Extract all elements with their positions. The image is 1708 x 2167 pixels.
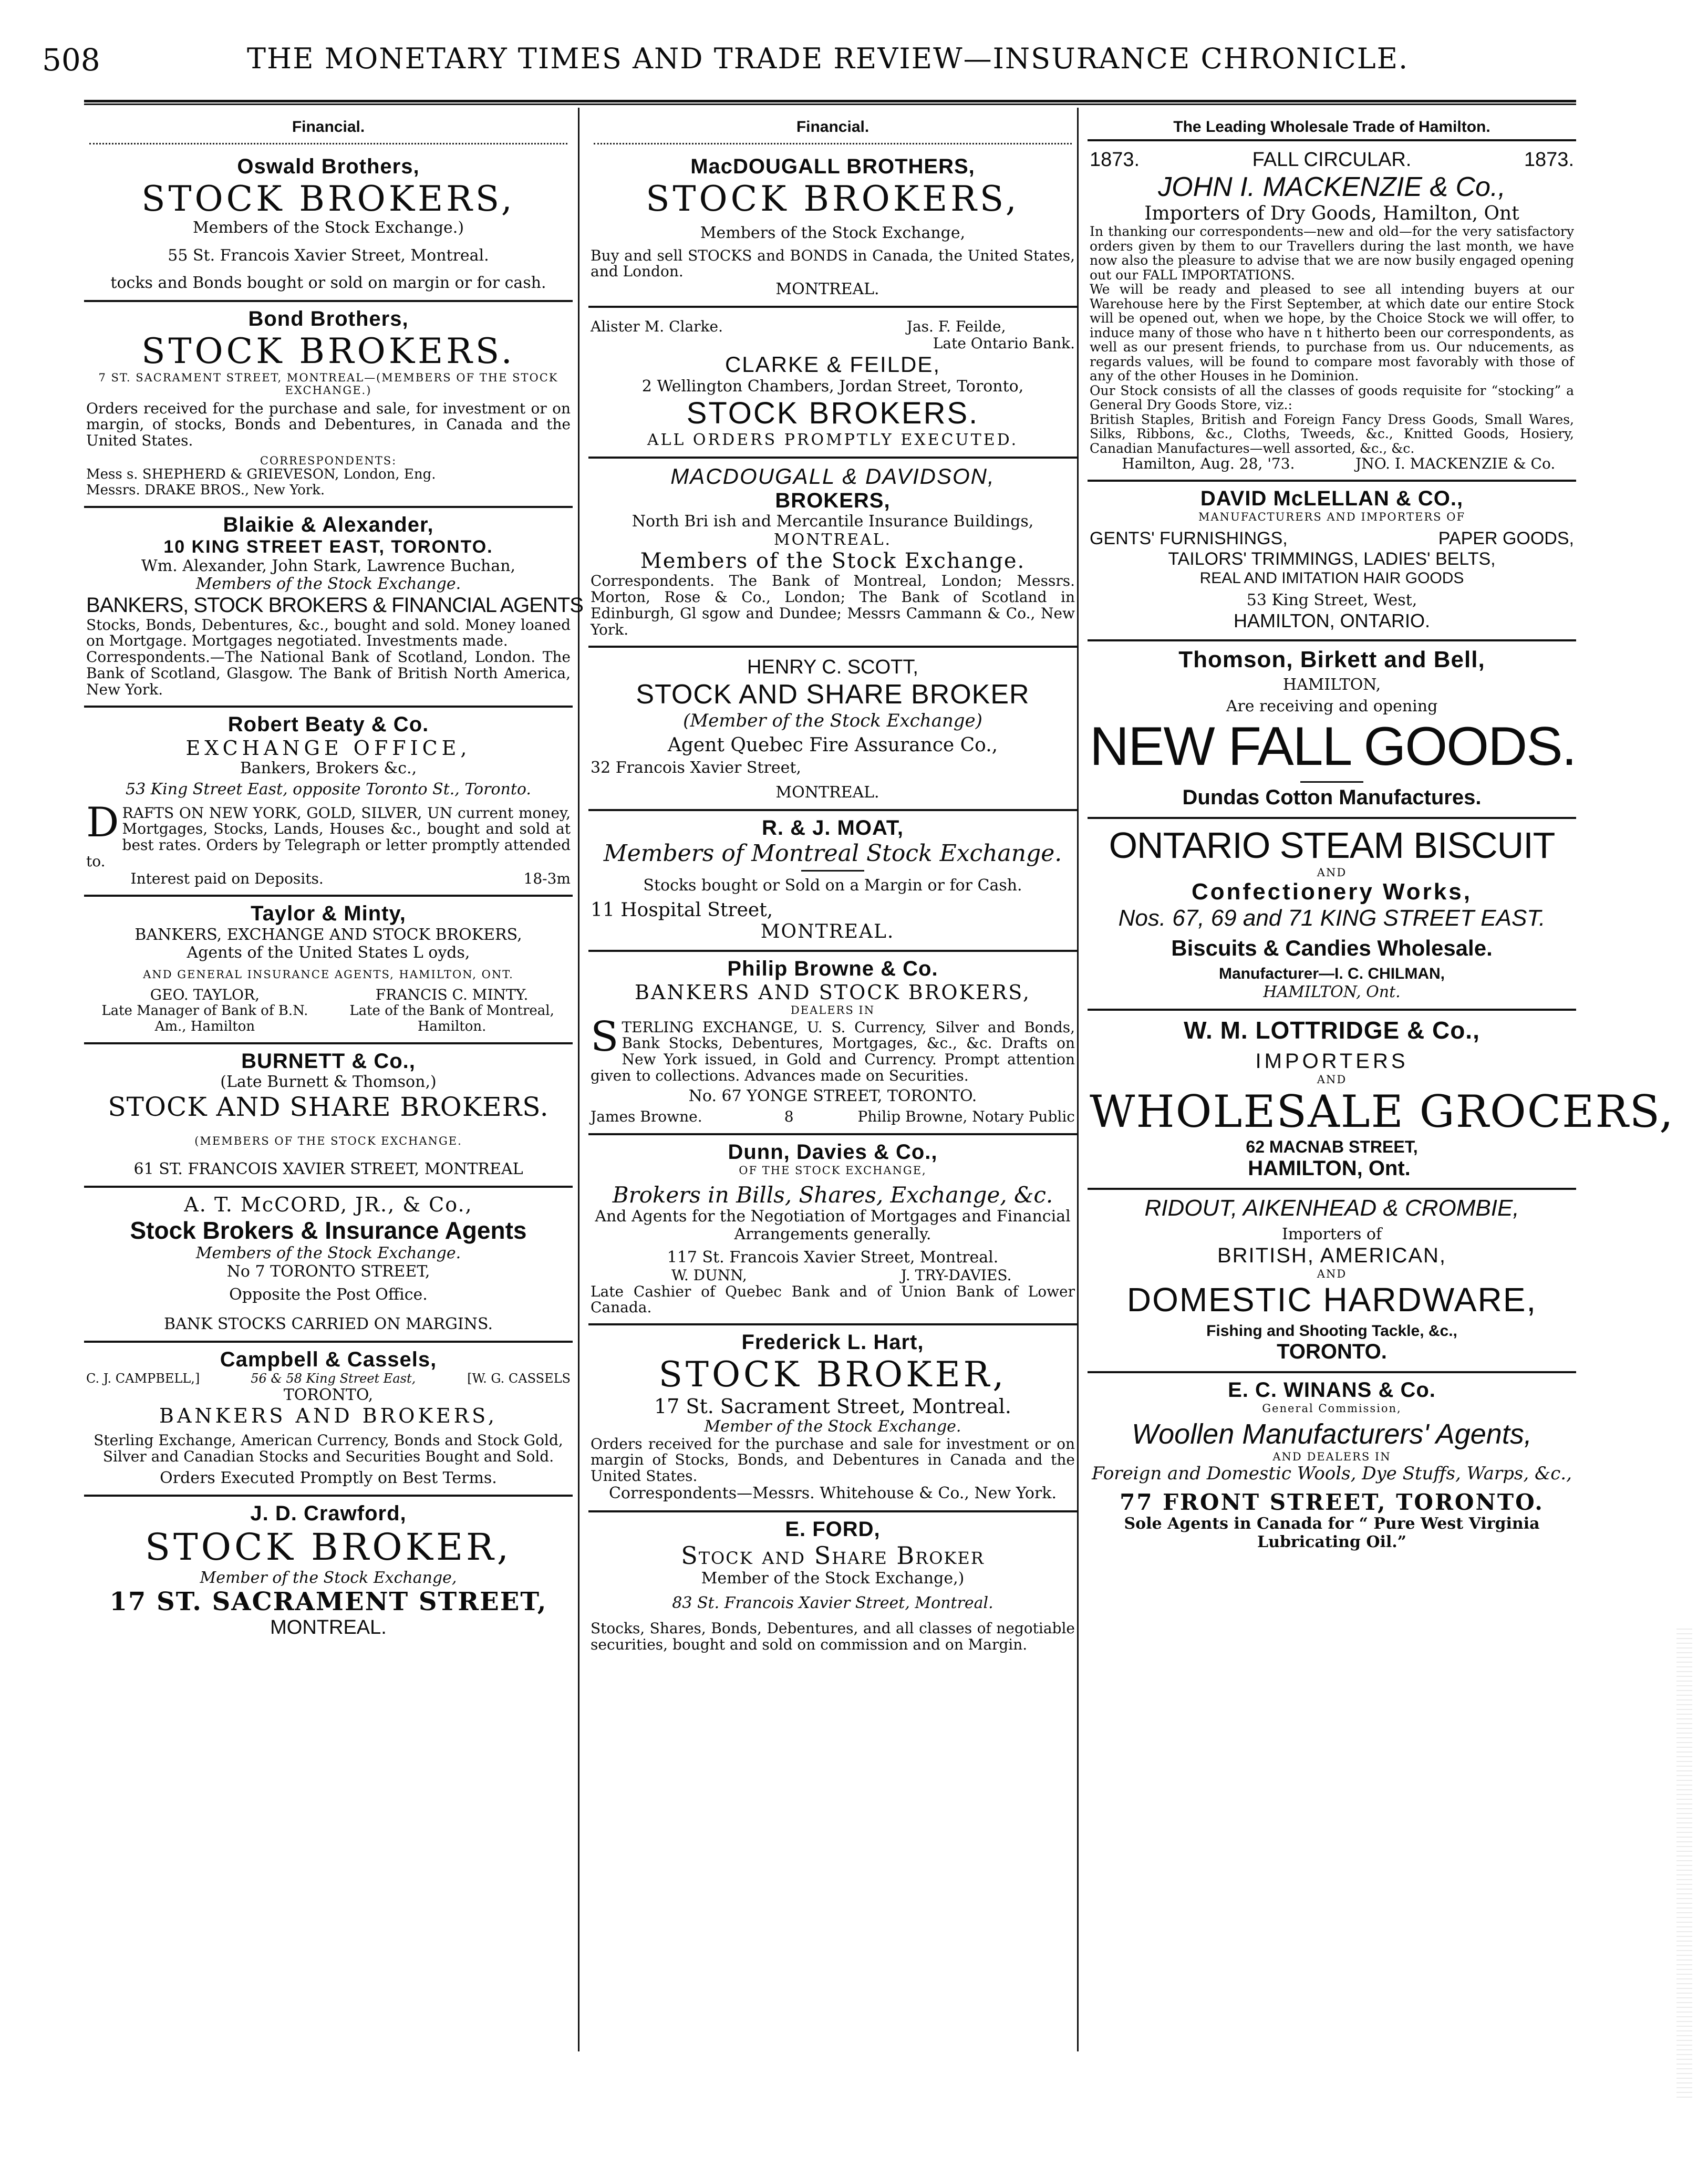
correspondents-head: CORRESPONDENTS: xyxy=(260,454,397,467)
members-line: (MEMBERS OF THE STOCK EXCHANGE. xyxy=(194,1134,462,1147)
ad-blaikie-alexander xyxy=(84,508,583,708)
partners: Wm. Alexander, John Stark, Lawrence Buchan, xyxy=(141,556,516,575)
wavy-rule xyxy=(594,139,1072,144)
page-number: 508 xyxy=(42,42,100,78)
manufacturer: Manufacturer—I. C. CHILMAN, xyxy=(1218,965,1445,983)
body-text: Our Stock consists of all the classes of goods requisite for “stocking” a General Dry Goods Store, viz.: xyxy=(1090,382,1574,412)
short-rule xyxy=(1300,781,1363,783)
partner-left: W. DUNN, xyxy=(671,1266,747,1284)
city: MONTREAL. xyxy=(760,920,895,942)
line: BRITISH, AMERICAN, xyxy=(1217,1243,1447,1267)
signature-line: JNO. I. MACKENZIE & Co. xyxy=(1355,455,1556,472)
address: 53 King Street East, opposite Toronto St., Toronto. xyxy=(126,780,531,799)
dealers-line: AND DEALERS IN xyxy=(1272,1450,1391,1464)
correspondent: Mess s. SHEPHERD & GRIEVESON, London, Eng. xyxy=(86,466,436,482)
line: REAL AND IMITATION HAIR GOODS xyxy=(1199,569,1464,587)
firm-title: Stock Brokers & Insurance Agents xyxy=(130,1216,527,1244)
body-text: RAFTS ON NEW YORK, GOLD, SILVER, UN current money, Mortgages, Stocks, Lands, Houses &c., bought and sold at best rates. Orders by Telegraph or letter promptly attended to. xyxy=(86,804,571,870)
firm-title: Woollen Manufacturers' Agents, xyxy=(1132,1418,1532,1450)
firm-name: Dunn, Davies & Co., xyxy=(728,1140,938,1164)
ad-ridout-aikenhead-crombie xyxy=(1088,1190,1576,1373)
ad-e-ford xyxy=(588,1512,1077,1661)
line: PAPER GOODS, xyxy=(1438,528,1574,549)
members-line: Member of the Stock Exchange,) xyxy=(701,1569,965,1588)
firm-name: E. FORD, xyxy=(785,1517,881,1541)
address: 53 King Street, West, xyxy=(1246,591,1417,610)
ad-crawford xyxy=(84,1497,573,1646)
ad-macdougall-davidson xyxy=(588,459,1077,647)
ad-robert-beaty xyxy=(84,708,573,897)
firm-title: STOCK BROKERS. xyxy=(686,396,979,431)
body-text: Buy and sell STOCKS and BONDS in Canada, the United States, and London. xyxy=(591,246,1075,281)
column-divider xyxy=(1077,108,1079,2051)
firm-name: Oswald Brothers, xyxy=(237,155,420,178)
firm-title: STOCK BROKERS, xyxy=(646,179,1020,219)
header-rule xyxy=(84,100,1576,105)
city: HAMILTON, xyxy=(1282,675,1381,694)
members-line: Members of the Stock Exchange.) xyxy=(192,219,464,237)
address: 117 St. Francois Xavier Street, Montreal. xyxy=(667,1248,999,1267)
note: tocks and Bonds bought or sold on margin or for cash. xyxy=(110,274,546,292)
masthead-title: THE MONETARY TIMES AND TRADE REVIEW—INSURANCE CHRONICLE. xyxy=(247,42,1409,75)
body-text: Orders received for the purchase and sale for investment or on margin of Stocks, Bonds, and Debentures in Canada and the United States. xyxy=(591,1435,1075,1485)
and-line: AND xyxy=(1317,866,1347,879)
subtitle: OF THE STOCK EXCHANGE, xyxy=(739,1164,927,1177)
members-line: (Member of the Stock Exchange) xyxy=(683,710,982,731)
address: 11 Hospital Street, xyxy=(591,899,773,921)
firm-title: Stock and Share Broker xyxy=(681,1541,985,1570)
section-heading: Financial. xyxy=(796,118,869,136)
ad-frederick-hart xyxy=(588,1325,1077,1512)
firm-name: E. C. WINANS & Co. xyxy=(1228,1378,1436,1402)
firm-name: Taylor & Minty, xyxy=(251,901,406,925)
firm-title: BANKERS AND STOCK BROKERS, xyxy=(635,980,1031,1004)
body-text: And Agents for the Negotiation of Mortgages and Financial Arrangements generally. xyxy=(595,1207,1071,1244)
members-line: Members of the Stock Exchange. xyxy=(195,575,461,594)
firm-title: Confectionery Works, xyxy=(1192,879,1472,905)
and-line: AND xyxy=(1317,1073,1347,1086)
ad-clarke-feilde xyxy=(588,308,1077,459)
body-text: In thanking our correspondents—new and old—for the very satisfactory orders given by them to our Travellers during the last month, we have now also the pleasure to advise that we are now busily engaged opening out our FALL IMPORTATIONS. xyxy=(1090,224,1574,283)
ad-oswald-brothers xyxy=(84,150,573,302)
column-financial-left xyxy=(84,108,583,2046)
partner-note: Late of the Bank of Montreal, Hamilton. xyxy=(349,1003,554,1035)
firm-name: W. M. LOTTRIDGE & Co., xyxy=(1184,1017,1480,1044)
firm-name: CLARKE & FEILDE, xyxy=(724,352,941,377)
date-line: Hamilton, Aug. 28, '73. xyxy=(1122,455,1295,472)
correspondents: Correspondents.—The National Bank of Scotland, London. The Bank of Scotland, Glasgow. The Bank of British North America, New York. xyxy=(86,648,571,698)
ad-macdougall-brothers xyxy=(588,150,1077,308)
ad-code: 18-3m xyxy=(523,869,571,887)
tagline: Biscuits & Candies Wholesale. xyxy=(1171,936,1493,961)
interest-note: Interest paid on Deposits. xyxy=(130,869,324,887)
partner-left: Alister M. Clarke. xyxy=(591,318,723,336)
ad-code: 8 xyxy=(784,1108,794,1126)
partner-left: C. J. CAMPBELL,] xyxy=(86,1371,200,1386)
year-right: 1873. xyxy=(1524,149,1574,171)
city: TORONTO, xyxy=(283,1386,374,1405)
members-line: Member of the Stock Exchange. xyxy=(704,1417,961,1436)
address: 61 ST. FRANCOIS XAVIER STREET, MONTREAL xyxy=(133,1159,523,1178)
body-text: TERLING EXCHANGE, U. S. Currency, Silver and Bonds, Bank Stocks, Debentures, Mortgages, &c., &c. Drafts on New York issued, in Gold and Currency. Prompt attention given to collections. Advances made on Securities. xyxy=(591,1018,1075,1085)
tagline: Dundas Cotton Manufactures. xyxy=(1182,786,1482,810)
address: No. 67 YONGE STREET, TORONTO. xyxy=(688,1086,977,1105)
ad-taylor-minty xyxy=(84,897,573,1044)
address: 62 MACNAB STREET, xyxy=(1246,1137,1418,1157)
members-line: Members of the Stock Exchange, xyxy=(700,224,966,242)
line: TAILORS' TRIMMINGS, LADIES' BELTS, xyxy=(1168,549,1496,569)
partner-right: J. TRY-DAVIES. xyxy=(900,1266,1012,1284)
ad-dunn-davies xyxy=(588,1135,1077,1326)
members-line: Members of the Stock Exchange. xyxy=(195,1243,461,1262)
city: TORONTO. xyxy=(1277,1340,1387,1364)
members-line: Members of the Stock Exchange. xyxy=(640,549,1026,574)
firm-name: MacDOUGALL BROTHERS, xyxy=(690,155,975,178)
address: 17 ST. SACRAMENT STREET, xyxy=(109,1587,547,1617)
short-rule xyxy=(801,870,864,872)
firm-name: DAVID McLELLAN & CO., xyxy=(1200,487,1464,511)
orders-note: Orders Executed Promptly on Best Terms. xyxy=(160,1468,497,1487)
firm-name: RIDOUT, AIKENHEAD & CROMBIE, xyxy=(1144,1195,1519,1221)
partner-right: Jas. F. Feilde, xyxy=(906,318,1006,336)
address: 83 St. Francois Xavier Street, Montreal. xyxy=(672,1594,993,1613)
line: GENTS' FURNISHINGS, xyxy=(1090,528,1288,549)
firm-name: ONTARIO STEAM BISCUIT xyxy=(1109,825,1555,866)
importers-line: IMPORTERS xyxy=(1255,1050,1409,1073)
firm-title: BANKERS AND BROKERS, xyxy=(159,1404,498,1428)
column-divider xyxy=(578,108,579,2051)
ad-moat xyxy=(588,811,1077,952)
firm-name: R. & J. MOAT, xyxy=(761,816,904,840)
subtitle: MANUFACTURERS AND IMPORTERS OF xyxy=(1198,511,1466,524)
firm-name: Blaikie & Alexander, xyxy=(223,513,434,536)
firm-name: Campbell & Cassels, xyxy=(220,1347,437,1371)
firm-name: Robert Beaty & Co. xyxy=(227,712,429,736)
body-text: Orders received for the purchase and sale, for investment or on margin, of stocks, Bonds and Debentures, in Canada and the United States. xyxy=(86,399,571,450)
note: BANK STOCKS CARRIED ON MARGINS. xyxy=(163,1314,493,1333)
subtitle: General Commission, xyxy=(1262,1402,1402,1415)
city: MONTREAL. xyxy=(270,1616,387,1639)
body-text: Sterling Exchange, American Currency, Bonds and Stock Gold, Silver and Canadian Stocks and Securities Bought and Sold. xyxy=(94,1432,563,1466)
city: MONTREAL. xyxy=(775,280,879,299)
and-line: AND xyxy=(1317,1267,1347,1280)
note: Sole Agents in Canada for “ Pure West Virginia Lubricating Oil.” xyxy=(1124,1515,1540,1551)
firm-name: Bond Brothers, xyxy=(248,307,409,330)
partner-note: Late Manager of Bank of B.N. Am., Hamilton xyxy=(101,1003,308,1035)
address: 56 & 58 King Street East, xyxy=(251,1371,416,1386)
firm-title: EXCHANGE OFFICE, xyxy=(185,736,471,760)
firm-title: STOCK BROKERS, xyxy=(141,179,515,219)
firm-title: Brokers in Bills, Shares, Exchange, &c. xyxy=(612,1181,1053,1208)
correspondents: Correspondents—Messrs. Whitehouse & Co., New York. xyxy=(608,1484,1057,1503)
partner-name: GEO. TAYLOR, xyxy=(150,986,260,1004)
body-text: Stocks bought or Sold on a Margin or for Cash. xyxy=(643,876,1022,895)
firm-title: DOMESTIC HARDWARE, xyxy=(1126,1280,1537,1319)
address: 7 ST. SACRAMENT STREET, MONTREAL—(MEMBERS OF THE STOCK EXCHANGE.) xyxy=(98,371,558,397)
city: MONTREAL. xyxy=(775,783,879,802)
firm-name: Frederick L. Hart, xyxy=(741,1331,924,1354)
body-text: Stocks, Bonds, Debentures, &c., bought and sold. Money loaned on Mortgage. Mortgages negotiated. Investments made. xyxy=(86,616,571,650)
firm-title: WHOLESALE GROCERS, xyxy=(1090,1086,1674,1138)
ad-lottridge xyxy=(1088,1011,1674,1190)
firm-name: A. T. McCORD, JR., & Co., xyxy=(184,1193,473,1216)
ad-philip-browne xyxy=(588,952,1077,1135)
firm-title: STOCK BROKER, xyxy=(658,1354,1007,1395)
members-line: Member of the Stock Exchange, xyxy=(200,1569,457,1588)
firm-name: BURNETT & Co., xyxy=(241,1050,416,1073)
firm-name: MACDOUGALL & DAVIDSON, xyxy=(670,464,995,489)
correspondent: Messrs. DRAKE BROS., New York. xyxy=(86,482,325,498)
section-heading: The Leading Wholesale Trade of Hamilton. xyxy=(1173,118,1490,136)
page-edge-scan xyxy=(1676,1629,1692,2101)
firm-title: STOCK AND SHARE BROKERS. xyxy=(108,1091,549,1122)
firm-name: JOHN I. MACKENZIE & Co., xyxy=(1158,172,1506,202)
partner-right: [W. G. CASSELS xyxy=(467,1371,571,1386)
ad-campbell-cassels xyxy=(84,1343,573,1497)
ad-john-mackenzie xyxy=(1088,143,1576,482)
firm-title: STOCK BROKER, xyxy=(144,1526,512,1569)
ad-mccord xyxy=(84,1188,573,1343)
column-financial-middle xyxy=(588,108,1077,2046)
page-header xyxy=(42,33,1618,85)
firm-name: Philip Browne & Co. xyxy=(727,957,938,980)
firm-title: BROKERS, xyxy=(775,489,891,513)
ad-henry-scott xyxy=(588,648,1077,812)
body-text: British Staples, British and Foreign Fancy Dress Goods, Small Wares, Silks, Ribbons, &c., Cloths, Tweeds, &c., Knitted Goods, Hosiery, Canadian Manufactures—well assorted, &c., &c. xyxy=(1090,411,1574,456)
city: HAMILTON, ONTARIO. xyxy=(1233,609,1431,631)
drop-cap: D xyxy=(86,799,119,846)
address: North Bri ish and Mercantile Insurance Buildings, xyxy=(632,512,1034,531)
address: 77 FRONT STREET, TORONTO. xyxy=(1120,1489,1544,1516)
opposite-note: Opposite the Post Office. xyxy=(229,1285,428,1304)
city: MONTREAL. xyxy=(773,530,892,549)
wavy-rule xyxy=(89,139,567,144)
note: Late Cashier of Quebec Bank and of Union Bank of Lower Canada. xyxy=(591,1282,1075,1316)
dealers-line: DEALERS IN xyxy=(790,1003,875,1017)
address: 10 KING STREET EAST, TORONTO. xyxy=(163,536,493,557)
headline: NEW FALL GOODS. xyxy=(1090,716,1576,777)
address: 55 St. Francois Xavier Street, Montreal. xyxy=(168,246,489,265)
firm-title: STOCK AND SHARE BROKER xyxy=(636,679,1030,710)
orders-note: ALL ORDERS PROMPTLY EXECUTED. xyxy=(647,431,1019,450)
firm-name: Thomson, Birkett and Bell, xyxy=(1178,646,1485,672)
ad-winans xyxy=(1088,1373,1576,1559)
column-wholesale-trade xyxy=(1088,108,1674,2046)
year-left: 1873. xyxy=(1090,149,1140,171)
importers-line: Importers of xyxy=(1281,1225,1382,1244)
agents-line: Agents of the United States L oyds, xyxy=(187,943,470,962)
subtitle: Are receiving and opening xyxy=(1226,697,1438,716)
address: 2 Wellington Chambers, Jordan Street, Toronto, xyxy=(641,377,1024,396)
agent-line: Agent Quebec Fire Assurance Co., xyxy=(667,734,998,756)
address: 17 St. Sacrament Street, Montreal. xyxy=(654,1395,1011,1418)
body-text: Stocks, Shares, Bonds, Debentures, and all classes of negotiable securities, bought and sold on commission and on Margin. xyxy=(591,1620,1075,1653)
section-heading: Financial. xyxy=(292,118,365,136)
members-line: Members of Montreal Stock Exchange. xyxy=(603,840,1062,867)
subtitle: Fishing and Shooting Tackle, &c., xyxy=(1206,1322,1457,1340)
address: Nos. 67, 69 and 71 KING STREET EAST. xyxy=(1118,905,1546,931)
section-rule xyxy=(1088,138,1576,141)
firm-name: J. D. Crawford, xyxy=(250,1502,407,1526)
ad-bond-brothers xyxy=(84,302,573,508)
ad-thomson-birkett-bell xyxy=(1088,641,1576,820)
partner-right: Philip Browne, Notary Public xyxy=(857,1108,1075,1126)
body-text: We will be ready and pleased to see all intending buyers at our Warehouse here by the First September, at which date our entire Stock will be opened out, when we hope, by the Choice Stock we will offer, to induce many of those who have n t hitherto been our correspondents, as well as our present friends, to purchase from us. Our nducements, as regards values, will be found to compare most favorably with those of any of the other Houses in he Dominion. xyxy=(1090,282,1574,383)
subtitle: Bankers, Brokers &c., xyxy=(240,759,417,777)
circular-title: FALL CIRCULAR. xyxy=(1252,149,1412,171)
goods-line: Foreign and Domestic Wools, Dye Stuffs, Warps, &c., xyxy=(1092,1463,1572,1485)
ad-david-mclellan xyxy=(1088,482,1576,641)
partner-note: Late Ontario Bank. xyxy=(933,335,1075,352)
general-line: AND GENERAL INSURANCE AGENTS, HAMILTON, ONT. xyxy=(143,968,514,981)
firm-title: STOCK BROKERS. xyxy=(141,330,515,371)
address: No 7 TORONTO STREET, xyxy=(226,1262,430,1281)
firm-title: BANKERS, EXCHANGE AND STOCK BROKERS, xyxy=(134,925,522,944)
partner-name: FRANCIS C. MINTY. xyxy=(375,986,529,1004)
ad-burnett xyxy=(84,1044,573,1188)
city: HAMILTON, Ont. xyxy=(1248,1157,1411,1180)
ad-ontario-steam-biscuit xyxy=(1088,819,1576,1011)
late-line: (Late Burnett & Thomson,) xyxy=(220,1073,437,1092)
firm-title: BANKERS, STOCK BROKERS & FINANCIAL AGENTS xyxy=(86,593,583,617)
firm-name: HENRY C. SCOTT, xyxy=(747,656,918,678)
partner-left: James Browne. xyxy=(591,1108,702,1126)
address: 32 Francois Xavier Street, xyxy=(591,758,801,777)
subtitle: Importers of Dry Goods, Hamilton, Ont xyxy=(1144,203,1519,224)
city: HAMILTON, Ont. xyxy=(1263,982,1401,1001)
correspondents: Correspondents. The Bank of Montreal, London; Messrs. Morton, Rose & Co., London; The Bank of Scotland in Edinburgh, Gl sgow and Dundee; Messrs Cammann & Co., New York. xyxy=(591,572,1075,638)
drop-cap: S xyxy=(591,1013,619,1061)
